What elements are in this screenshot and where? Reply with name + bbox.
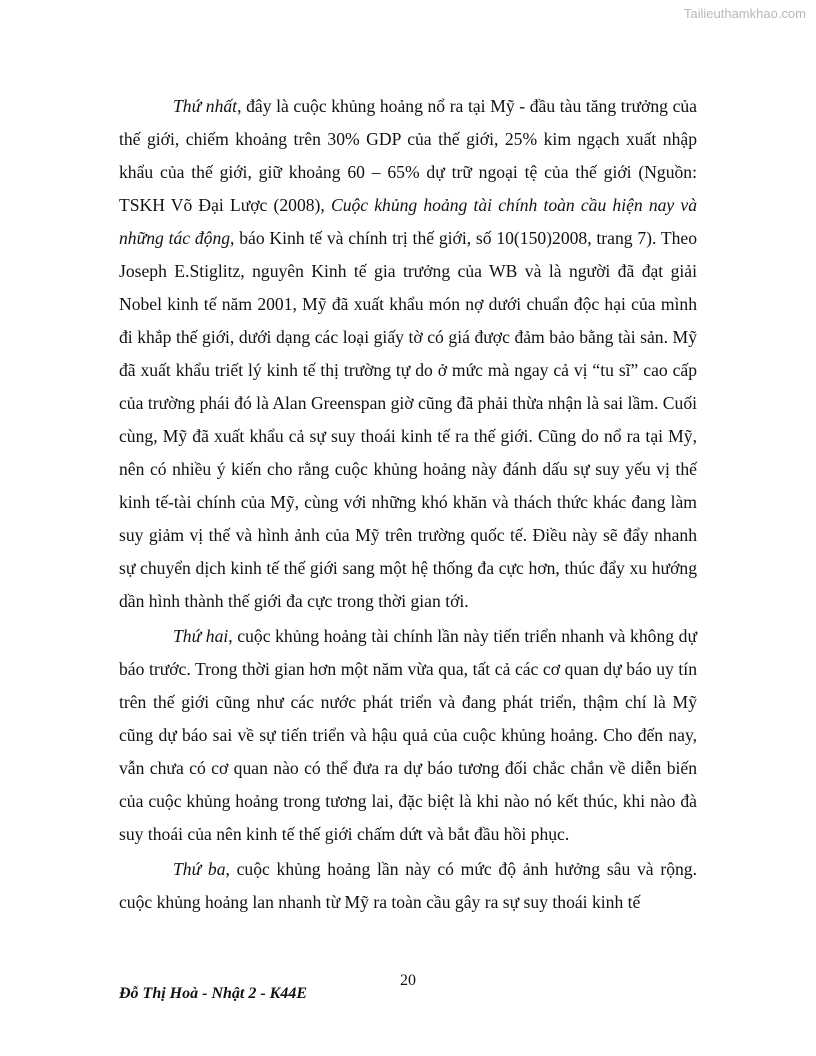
paragraph-text: , cuộc khủng hoảng tài chính lần này tiến triển nhanh và không dự báo trước. Trong thời gian hơn một năm vừa qua, tất cả các cơ quan dự báo uy tín trên thế giới cũng như các nước phát triển và đang phát triển, thậm chí là Mỹ cũng dự báo sai về sự tiến triển và hậu quả của cuộc khủng hoảng. Cho đến nay, vẫn chưa có cơ quan nào có thể đưa ra dự báo tương đối chắc chắn về diễn biến của cuộc khủng hoảng trong tương lai, đặc biệt là khi nào nó kết thúc, khi nào đà suy thoái của nên kinh tế thế giới chấm dứt và bắt đầu hồi phục. xyxy=(119,626,697,844)
lead-phrase: Thứ nhất xyxy=(173,96,238,116)
lead-phrase: Thứ ba xyxy=(173,859,226,879)
document-body xyxy=(119,90,697,921)
citation-title: Cuộc khủng hoảng tài chính toàn cầu hiện nay và những tác động xyxy=(119,195,697,248)
paragraph-first xyxy=(119,90,697,618)
paragraph-second xyxy=(119,620,697,851)
paragraph-text: , cuộc khủng hoảng lần này có mức độ ảnh hưởng sâu và rộng. cuộc khủng hoảng lan nhanh từ Mỹ ra toàn cầu gây ra sự suy thoái kinh tế xyxy=(119,859,697,912)
paragraph-third xyxy=(119,853,697,919)
footer-author: Đỗ Thị Hoà - Nhật 2 - K44E xyxy=(119,985,308,1002)
lead-phrase: Thứ hai xyxy=(173,626,229,646)
paragraph-text: , đây là cuộc khủng hoảng nổ ra tại Mỹ - đầu tàu tăng trưởng của thế giới, chiếm khoảng trên 30% GDP của thế giới, 25% kim ngạch xuất nhập khẩu của thế giới, giữ khoảng 60 – 65% dự trữ ngoại tệ của thế giới (Nguồn: TSKH Võ Đại Lược (2008), xyxy=(119,96,697,215)
page-number: 20 xyxy=(400,972,416,989)
watermark: Tailieuthamkhao.com xyxy=(683,6,806,21)
paragraph-text: , báo Kinh tế và chính trị thế giới, số 10(150)2008, trang 7). Theo Joseph E.Stiglitz, nguyên Kinh tế gia trưởng của WB và là người đã đạt giải Nobel kinh tế năm 2001, Mỹ đã xuất khẩu món nợ dưới chuẩn độc hại của mình đi khắp thế giới, dưới dạng các loại giấy tờ có giá được đảm bảo bằng tài sản. Mỹ đã xuất khẩu triết lý kinh tế thị trường tự do ở mức mà ngay cả vị “tu sĩ” cao cấp của trường phái đó là Alan Greenspan giờ cũng đã phải thừa nhận là sai lầm. Cuối cùng, Mỹ đã xuất khẩu cả sự suy thoái kinh tế ra thế giới. Cũng do nổ ra tại Mỹ, nên có nhiều ý kiến cho rằng cuộc khủng hoảng này đánh dấu sự suy yếu vị thế kinh tế-tài chính của Mỹ, cùng với những khó khăn và thách thức khác đang làm suy giảm vị thế và hình ảnh của Mỹ trên trường quốc tế. Điều này sẽ đẩy nhanh sự chuyển dịch kinh tế thế giới sang một hệ thống đa cực hơn, thúc đẩy xu hướng dần hình thành thế giới đa cực trong thời gian tới. xyxy=(119,228,698,611)
